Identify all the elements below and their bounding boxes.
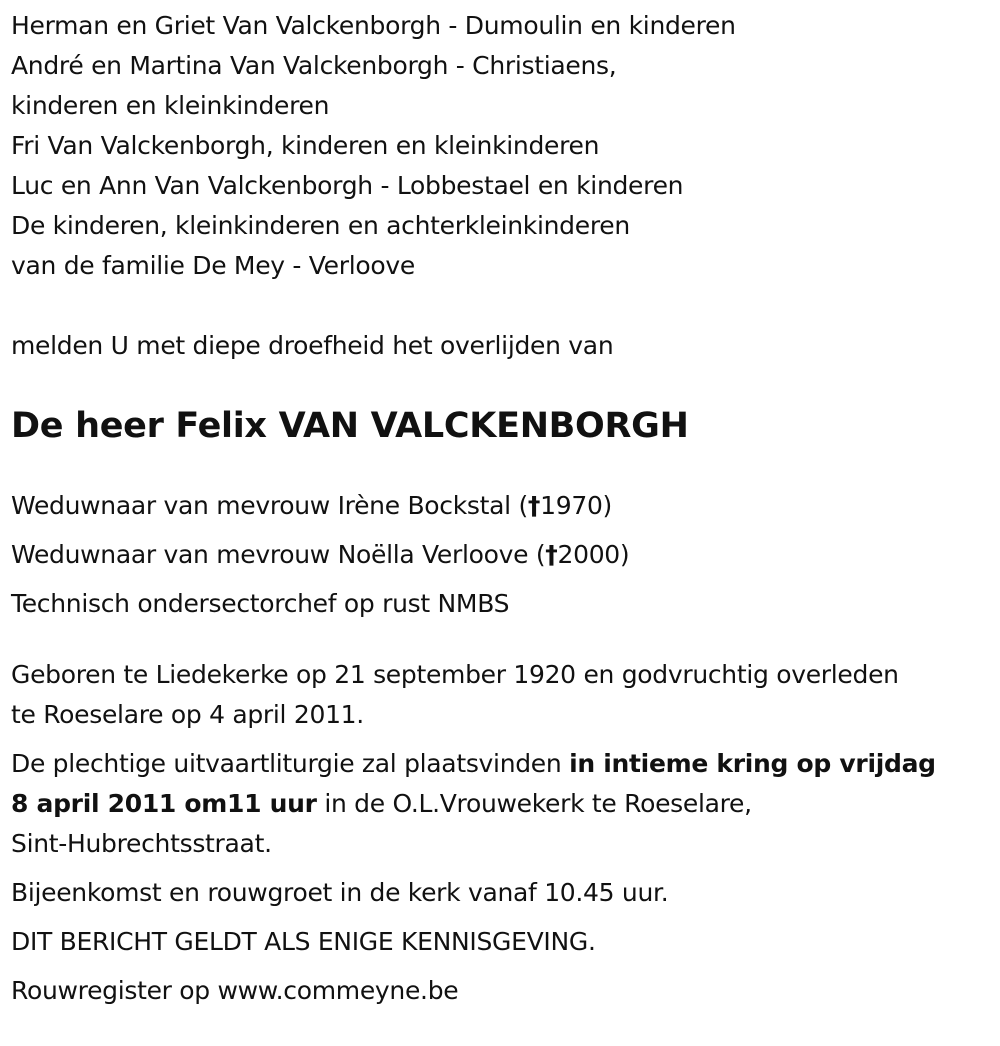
family-line: Herman en Griet Van Valckenborgh - Dumoulin en kinderen: [11, 11, 736, 40]
family-line: van de familie De Mey - Verloove: [11, 251, 415, 280]
family-line: Luc en Ann Van Valckenborgh - Lobbestael en kinderen: [11, 171, 684, 200]
funeral-line-1: [11, 744, 996, 784]
family-line: Fri Van Valckenborgh, kinderen en kleinkinderen: [11, 131, 600, 160]
birth-line: Geboren te Liedekerke op 21 september 1920 en godvruchtig overleden: [11, 660, 899, 689]
funeral-line-3: Sint-Hubrechtsstraat.: [11, 829, 272, 858]
spacer: [11, 286, 996, 326]
funeral-emphasis-2: 8 april 2011 om11 uur: [11, 789, 317, 818]
widower-text: Weduwnaar van mevrouw Irène Bockstal (: [11, 491, 528, 520]
obituary-notice: [11, 6, 996, 1020]
funeral-pre: De plechtige uitvaartliturgie zal plaatsvinden: [11, 749, 570, 778]
widower-line-1: [11, 486, 996, 526]
gathering-text: Bijeenkomst en rouwgroet in de kerk vanaf 10.45 uur.: [11, 878, 669, 907]
funeral-emphasis-1: in intieme kring op vrijdag: [569, 749, 936, 778]
register-text: Rouwregister op www.commeyne.be: [11, 976, 459, 1005]
cross-icon: †: [527, 491, 541, 520]
widower-year: 1970): [540, 491, 613, 520]
funeral-paragraph: [11, 744, 996, 864]
widower-line-2: [11, 535, 996, 575]
deceased-name: De heer Felix VAN VALCKENBORGH: [11, 406, 689, 446]
spacer: [11, 633, 996, 655]
notice-text: DIT BERICHT GELDT ALS ENIGE KENNISGEVING.: [11, 927, 596, 956]
family-line: De kinderen, kleinkinderen en achterkleinkinderen: [11, 211, 630, 240]
birth-paragraph: [11, 655, 996, 735]
family-list: [11, 6, 996, 286]
funeral-line-2: [11, 784, 996, 824]
funeral-post: in de O.L.Vrouwekerk te Roeselare,: [316, 789, 752, 818]
profession-text: Technisch ondersectorchef op rust NMBS: [11, 589, 510, 618]
birth-line: te Roeselare op 4 april 2011.: [11, 700, 364, 729]
family-line: André en Martina Van Valckenborgh - Christiaens,: [11, 51, 617, 80]
widower-text: Weduwnaar van mevrouw Noëlla Verloove (: [11, 540, 546, 569]
family-line: kinderen en kleinkinderen: [11, 91, 330, 120]
cross-icon: †: [545, 540, 558, 569]
announcement-text: melden U met diepe droefheid het overlijden van: [11, 331, 614, 360]
widower-year: 2000): [557, 540, 630, 569]
